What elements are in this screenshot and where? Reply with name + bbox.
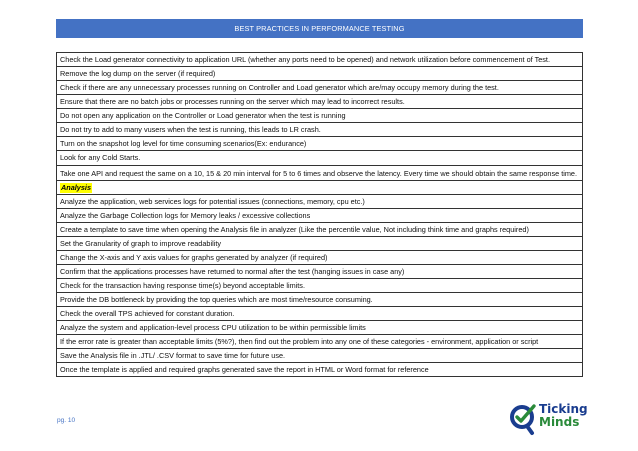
- table-cell: Analyze the Garbage Collection logs for Memory leaks / excessive collections: [57, 209, 583, 223]
- table-row: [57, 335, 583, 349]
- best-practices-table: [56, 52, 583, 377]
- table-row: [57, 223, 583, 237]
- table-row: [57, 363, 583, 377]
- table-cell: Remove the log dump on the server (if required): [57, 67, 583, 81]
- page-header-bar: [56, 19, 583, 38]
- table-row: [57, 137, 583, 151]
- table-cell: Analyze the application, web services logs for potential issues (connections, memory, cpu etc.): [57, 195, 583, 209]
- page-header-title: BEST PRACTICES IN PERFORMANCE TESTING: [234, 24, 405, 33]
- ticking-minds-logo: [509, 401, 588, 437]
- logo-line-1: Ticking: [539, 402, 588, 416]
- table-row: [57, 81, 583, 95]
- table-cell: Ensure that there are no batch jobs or processes running on the server which may lead to incorrect results.: [57, 95, 583, 109]
- table-cell: Check for the transaction having response time(s) beyond acceptable limits.: [57, 279, 583, 293]
- table-row: [57, 209, 583, 223]
- table-cell: Turn on the snapshot log level for time consuming scenarios(Ex: endurance): [57, 137, 583, 151]
- table-cell: Analyze the system and application-level process CPU utilization to be within permissible limits: [57, 321, 583, 335]
- table-row: [57, 109, 583, 123]
- table-row: [57, 321, 583, 335]
- table-cell: Do not open any application on the Controller or Load generator when the test is running: [57, 109, 583, 123]
- logo-wordmark: [539, 403, 588, 429]
- table-cell: Look for any Cold Starts.: [57, 151, 583, 166]
- table-row: [57, 349, 583, 363]
- table-cell: Take one API and request the same on a 10, 15 & 20 min interval for 5 to 6 times and observe the latency. Every time we should obtain the same response time.: [57, 166, 583, 181]
- table-row: [57, 251, 583, 265]
- table-cell: Save the Analysis file in .JTL/ .CSV format to save time for future use.: [57, 349, 583, 363]
- table-cell: Provide the DB bottleneck by providing the top queries which are most time/resource consuming.: [57, 293, 583, 307]
- table-row: [57, 123, 583, 137]
- table-cell: Create a template to save time when opening the Analysis file in analyzer (Like the percentile value, Not including think time and graphs required): [57, 223, 583, 237]
- table-cell: Confirm that the applications processes have returned to normal after the test (hanging issues in case any): [57, 265, 583, 279]
- page-number: pg. 10: [57, 417, 76, 424]
- table-row: [57, 181, 583, 195]
- logo-mark-icon: [509, 402, 539, 436]
- table-row: [57, 95, 583, 109]
- table-row: [57, 293, 583, 307]
- table-row: [57, 151, 583, 166]
- table-row: [57, 307, 583, 321]
- table-cell: Check if there are any unnecessary processes running on Controller and Load generator which are/may occupy memory during the test.: [57, 81, 583, 95]
- table-row: [57, 166, 583, 181]
- table-cell: Check the Load generator connectivity to application URL (whether any ports need to be opened) and network utilization before commencement of Test.: [57, 53, 583, 67]
- table-cell: Do not try to add to many vusers when the test is running, this leads to LR crash.: [57, 123, 583, 137]
- table-row: [57, 67, 583, 81]
- table-cell: Check the overall TPS achieved for constant duration.: [57, 307, 583, 321]
- table-cell: Change the X-axis and Y axis values for graphs generated by analyzer (if required): [57, 251, 583, 265]
- analysis-heading: Analysis: [61, 183, 92, 192]
- table-cell: If the error rate is greater than acceptable limits (5%?), then find out the problem into any one of these categories - environment, application or script: [57, 335, 583, 349]
- table-row: [57, 237, 583, 251]
- table-row: [57, 53, 583, 67]
- logo-line-2: Minds: [539, 415, 580, 429]
- table-row: [57, 195, 583, 209]
- table-cell: Once the template is applied and required graphs generated save the report in HTML or Word format for reference: [57, 363, 583, 377]
- table-row: [57, 265, 583, 279]
- table-cell: Set the Granularity of graph to improve readability: [57, 237, 583, 251]
- analysis-heading-cell: [57, 181, 583, 195]
- table-row: [57, 279, 583, 293]
